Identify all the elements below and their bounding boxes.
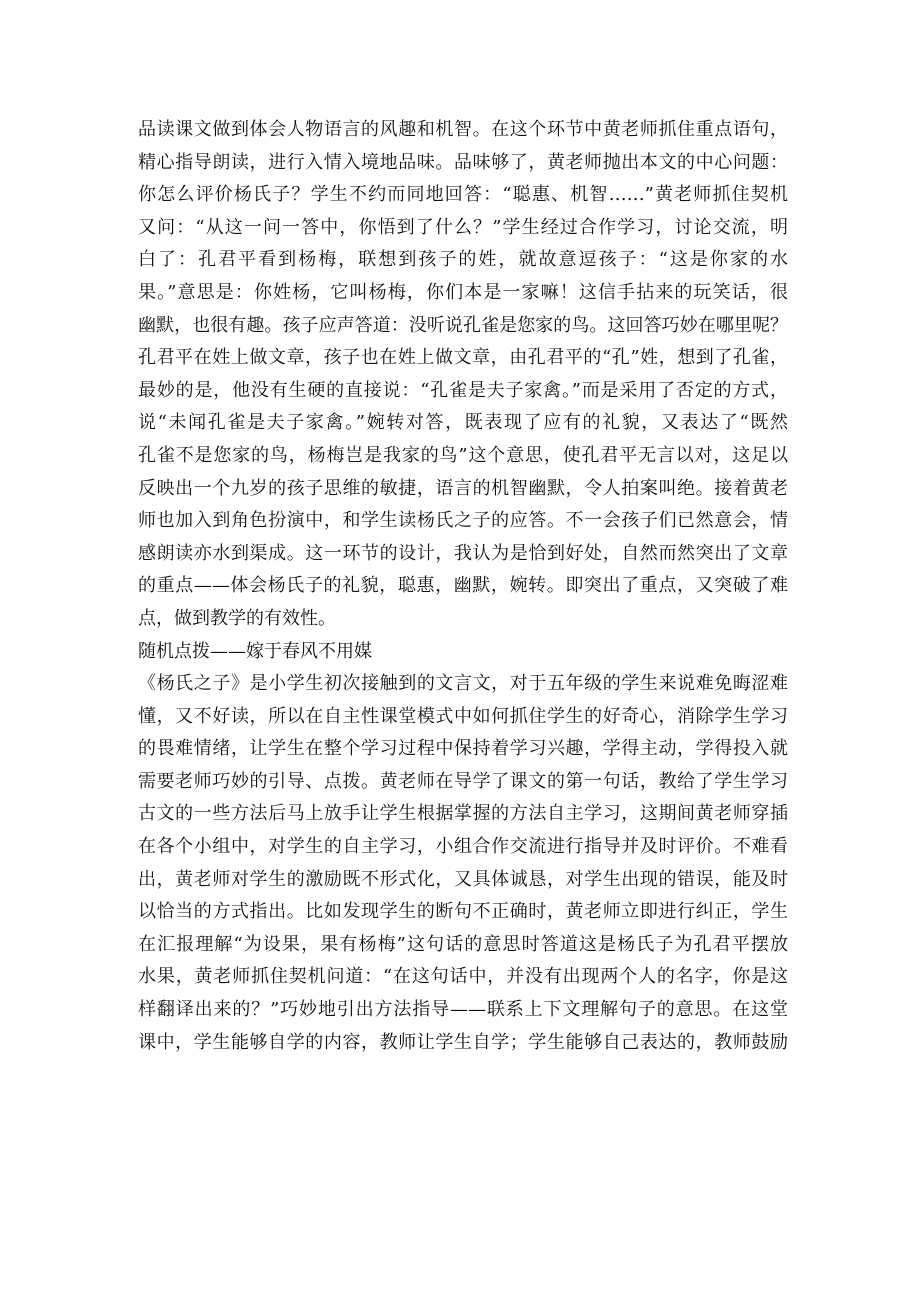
text-line: 的重点——体会杨氏子的礼貌，聪惠，幽默，婉转。即突出了重点，又突破了难 [138, 575, 788, 597]
text-line: 反映出一个九岁的孩子思维的敏捷，语言的机智幽默，令人拍案叫绝。接着黄老 [138, 477, 788, 499]
text-line: 感朗读亦水到渠成。这一环节的设计，我认为是恰到好处，自然而然突出了文章 [138, 542, 788, 564]
text-line: 在各个小组中，对学生的自主学习，小组合作交流进行指导并及时评价。不难看 [138, 836, 788, 858]
text-line: 白了：孔君平看到杨梅，联想到孩子的姓，就故意逗孩子：“这是你家的水 [138, 249, 788, 271]
text-line: 的畏难情绪，让学生在整个学习过程中保持着学习兴趣，学得主动，学得投入就 [138, 738, 788, 760]
text-line: 以恰当的方式指出。比如发现学生的断句不正确时，黄老师立即进行纠正，学生 [138, 901, 788, 923]
text-line: 懂，又不好读，所以在自主性课堂模式中如何抓住学生的好奇心，消除学生学习 [138, 705, 788, 727]
text-line: 孔君平在姓上做文章，孩子也在姓上做文章，由孔君平的“孔”姓，想到了孔雀， [138, 347, 788, 369]
text-line: 需要老师巧妙的引导、点拨。黄老师在导学了课文的第一句话，教给了学生学习 [138, 770, 788, 792]
text-line: 果。”意思是：你姓杨，它叫杨梅，你们本是一家嘛！这信手拈来的玩笑话，很 [138, 281, 788, 303]
text-line: 在汇报理解“为设果，果有杨梅”这句话的意思时答道这是杨氏子为孔君平摆放 [138, 933, 788, 955]
text-line: 最妙的是，他没有生硬的直接说：“孔雀是夫子家禽。”而是采用了否定的方式， [138, 379, 788, 401]
text-line: 《杨氏之子》是小学生初次接触到的文言文，对于五年级的学生来说难免晦涩难 [138, 673, 788, 695]
text-line: 点，做到教学的有效性。 [138, 607, 336, 629]
text-line: 孔雀不是您家的鸟，杨梅岂是我家的鸟”这个意思，使孔君平无言以对，这足以 [138, 444, 788, 466]
text-line: 又问：“从这一问一答中，你悟到了什么？”学生经过合作学习，讨论交流，明 [138, 216, 788, 238]
text-line: 水果，黄老师抓住契机问道：“在这句话中，并没有出现两个人的名字，你是这 [138, 966, 788, 988]
document-body [138, 114, 788, 1059]
text-line: 课中，学生能够自学的内容，教师让学生自学；学生能够自己表达的，教师鼓励 [138, 1031, 788, 1053]
text-line: 古文的一些方法后马上放手让学生根据掌握的方法自主学习，这期间黄老师穿插 [138, 803, 788, 825]
text-line: 出，黄老师对学生的激励既不形式化，又具体诚恳，对学生出现的错误，能及时 [138, 868, 788, 890]
text-line: 幽默，也很有趣。孩子应声答道：没听说孔雀是您家的鸟。这回答巧妙在哪里呢？ [138, 314, 788, 336]
text-line: 精心指导朗读，进行入情入境地品味。品味够了，黄老师抛出本文的中心问题： [138, 151, 788, 173]
text-line: 样翻译出来的？”巧妙地引出方法指导——联系上下文理解句子的意思。在这堂 [138, 999, 788, 1021]
text-line: 师也加入到角色扮演中，和学生读杨氏之子的应答。不一会孩子们已然意会，情 [138, 510, 788, 532]
text-line: 你怎么评价杨氏子？学生不约而同地回答：“聪惠、机智……”黄老师抓住契机 [138, 184, 788, 206]
text-line: 品读课文做到体会人物语言的风趣和机智。在这个环节中黄老师抓住重点语句， [138, 119, 788, 140]
section-heading: 随机点拨——嫁于春风不用媒 [138, 640, 372, 662]
text-line: 说“未闻孔雀是夫子家禽。”婉转对答，既表现了应有的礼貌，又表达了“既然 [138, 412, 788, 434]
